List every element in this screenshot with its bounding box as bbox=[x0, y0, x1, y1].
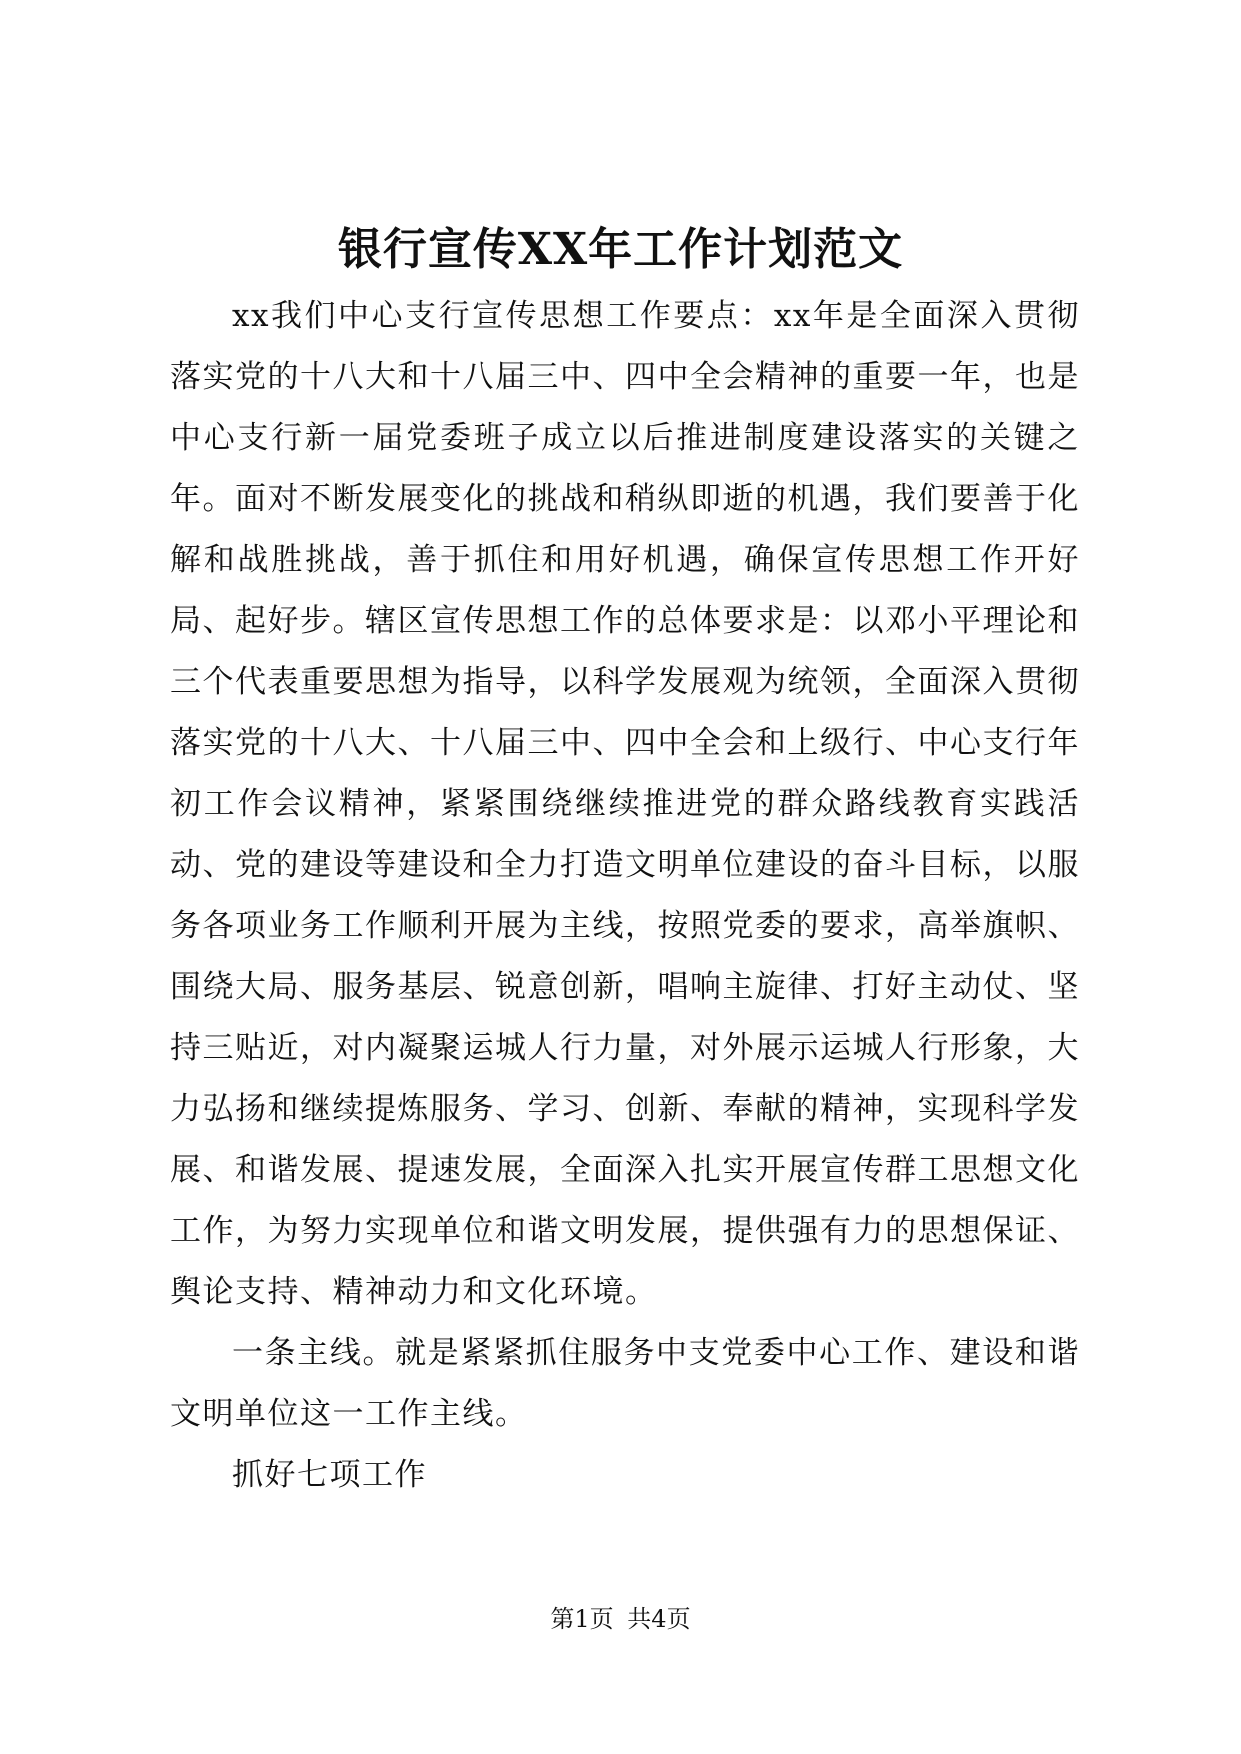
paragraph-seven-tasks: 抓好七项工作 bbox=[232, 1457, 427, 1493]
paragraph-intro: xx我们中心支行宣传思想工作要点：xx年是全面深入贯彻落实党的十八大和十八届三中、四中全会精神的重要一年，也是中心支行新一届党委班子成立以后推进制度建设落实的关键之年。面对不断发展变化的挑战和稍纵即逝的机遇，我们要善于化解和战胜挑战，善于抓住和用好机遇，确保宣传思想工作开好局、起好步。辖区宣传思想工作的总体要求是：以邓小平理论和三个代表重要思想为指导，以科学发展观为统领，全面深入贯彻落实党的十八大、十八届三中、四中全会和上级行、中心支行年初工作会议精神，紧紧围绕继续推进党的群众路线教育实践活动、党的建设等建设和全力打造文明单位建设的奋斗目标，以服务各项业务工作顺利开展为主线，按照党委的要求，高举旗帜、围绕大局、服务基层、锐意创新，唱响主旋律、打好主动仗、坚持三贴近，对内凝聚运城人行力量，对外展示运城人行形象，大力弘扬和继续提炼服务、学习、创新、奉献的精神，实现科学发展、和谐发展、提速发展，全面深入扎实开展宣传群工思想文化工作，为努力实现单位和谐文明发展，提供强有力的思想保证、舆论支持、精神动力和文化环境。 bbox=[170, 298, 1080, 1310]
page-number-footer: 第1页 共4页 bbox=[550, 1605, 691, 1633]
document-body bbox=[170, 286, 1080, 1506]
paragraph-main-line: 一条主线。就是紧紧抓住服务中支党委中心工作、建设和谐文明单位这一工作主线。 bbox=[170, 1335, 1080, 1432]
document-title: 银行宣传XX年工作计划范文 bbox=[337, 224, 904, 275]
